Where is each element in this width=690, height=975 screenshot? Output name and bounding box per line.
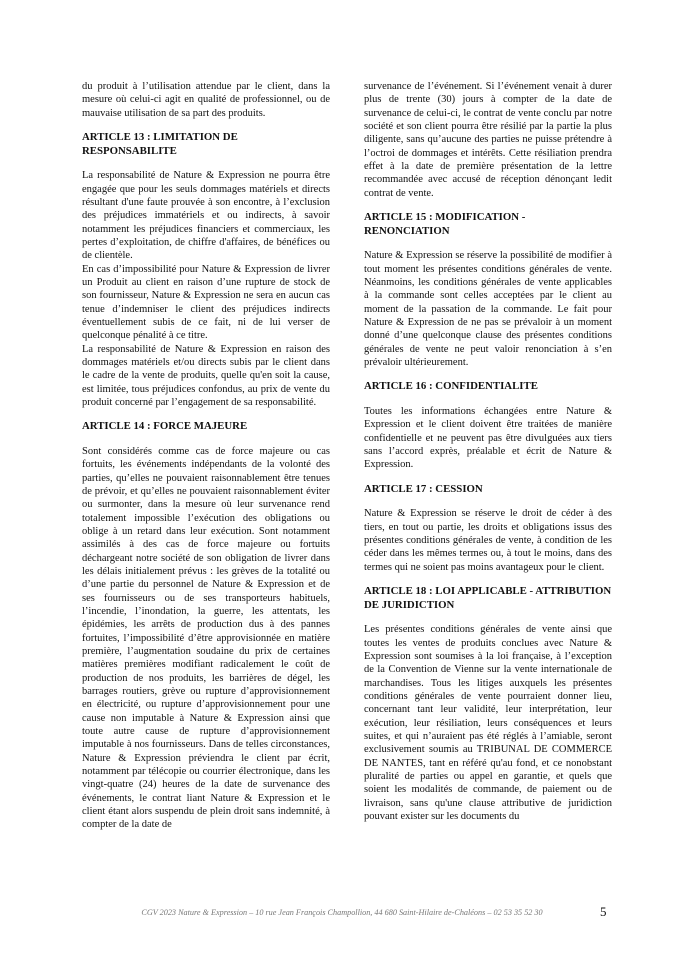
left-column	[82, 80, 330, 832]
article-13-heading: ARTICLE 13 : LIMITATION DE RESPONSABILITE	[82, 130, 238, 157]
paragraph: survenance de l’événement. Si l’événement venait à durer plus de trente (30) jours à compter de la date de survenance de celui-ci, le contrat de vente conclu par notre société et son client pourra être résilié par la partie la plus diligente, sans qu’aucune des parties ne puisse prétendre à l’octroi de dommages et intérêts. Cette résiliation prendra effet à la date de première présentation de la lettre recommandée avec accusé de réception dénonçant ledit contrat de vente.	[364, 81, 612, 199]
article-18-heading: ARTICLE 18 : LOI APPLICABLE - ATTRIBUTION DE JURIDICTION	[364, 585, 612, 611]
right-column	[364, 80, 612, 823]
paragraph: Toutes les informations échangées entre Nature & Expression et le client doivent être traitées de manière confidentielle et ne peuvent pas être divulguées aux tiers sans l’accord exprès, préalable et écrit de Nature & Expression.	[364, 406, 612, 471]
paragraph: En cas d’impossibilité pour Nature & Expression de livrer un Produit au client en raison d’une rupture de stock de son fournisseur, Nature & Expression ne sera en aucun cas tenue d’indemniser le client des préjudices indirects éventuellement subis de ce fait, ni de lui verser de quelconque pénalité à ce titre.	[82, 263, 330, 342]
article-14-heading: ARTICLE 14 : FORCE MAJEURE	[82, 420, 248, 433]
paragraph: du produit à l’utilisation attendue par le client, dans la mesure où celui-ci agit en qualité de professionnel, ou de mauvaise utilisation de sa part des produits.	[82, 81, 330, 119]
paragraph: Nature & Expression se réserve le droit de céder à des tiers, en tout ou partie, les droits et obligations issus des présentes conditions générales de vente, à condition de les céder dans les mêmes termes ou, à tout le moins, dans des termes qui ne soient pas moins avantageux pour le client.	[364, 508, 612, 573]
page-footer: CGV 2023 Nature & Expression – 10 rue Jean François Champollion, 44 680 Saint-Hilaire de-Chaléons – 02 53 35 52 30	[141, 908, 543, 917]
paragraph: Les présentes conditions générales de vente ainsi que toutes les ventes de produits conclues avec Nature & Expression sont soumises à la loi française, à l’exception de la Convention de Vienne sur la vente internationale de marchandises. Tous les litiges auxquels les présentes conditions générales de vente pourraient donner lieu, concernant tant leur validité, leur interprétation, leur exécution, leur résiliation, leurs conséquences et leurs suites, et qui n’auraient pas été réglés à l’amiable, seront exclusivement soumis au TRIBUNAL DE COMMERCE DE NANTES, tant en référé qu'au fond, et ce nonobstant pluralité de parties ou appel en garantie, et quels que soient les modalités de commande, de paiement ou de livraison, sans qu'une clause attributive de juridiction pouvant exister sur les documents du	[364, 624, 612, 822]
page-number: 5	[600, 904, 607, 919]
article-16-heading: ARTICLE 16 : CONFIDENTIALITE	[364, 380, 538, 393]
paragraph: Sont considérés comme cas de force majeure ou cas fortuits, les événements indépendants de la volonté des parties, qu’elles ne pouvaient raisonnablement être tenues de prévoir, et qu’elles ne pouvaient raisonnablement éviter ou surmonter, dans la mesure où leur survenance rend totalement impossible l’exécution des obligations ou oblige à un retard dans leur exécution. Sont notamment assimilés à des cas de force majeure ou fortuits déchargeant notre société de son obligation de livrer dans les délais initialement prévus : les grèves de la totalité ou d’une partie du personnel de Nature & Expression et de ses fournisseurs ou de ses transporteurs habituels, l’incendie, l’inondation, la guerre, les attentats, les épidémies, les arrêts de production dus à des pannes fortuites, l’impossibilité d’être approvisionnée en matière première, l’augmentation soudaine du prix de certaines matières premières modifiant radicalement le coût de production de nos produits, les barrières de dégel, les barrages routiers, grève ou rupture d’approvisionnement en électricité, ou rupture d’approvisionnement pour une cause non imputable à Nature & Expression ainsi que toute autre cause de rupture d’approvisionnement imputable à nos fournisseurs. Dans de telles circonstances, Nature & Expression préviendra le client par écrit, notamment par télécopie ou courrier électronique, dans les vingt-quatre (24) heures de la date de survenance des événements, le contrat liant Nature & Expression et le client étant alors suspendu de plein droit sans indemnité, à compter de la date de	[82, 446, 330, 831]
paragraph: La responsabilité de Nature & Expression en raison des dommages matériels et/ou directs subis par le client dans le cadre de la vente de produits, quelle qu'en soit la cause, est limitée, tous préjudices confondus, au prix de vente du produit concerné par l’engagement de sa responsabilité.	[82, 343, 330, 408]
article-17-heading: ARTICLE 17 : CESSION	[364, 482, 483, 495]
paragraph: Nature & Expression se réserve la possibilité de modifier à tout moment les présentes conditions générales de vente. Néanmoins, les conditions générales de vente applicables à la commande sont celles acceptées par le client au moment de la passation de la commande. Le fait pour Nature & Expression de ne pas se prévaloir à un moment donné d’une quelconque clause des présentes conditions générales de vente ne peut valoir renonciation à s’en prévaloir ultérieurement.	[364, 250, 612, 368]
article-15-heading: ARTICLE 15 : MODIFICATION - RENONCIATION	[364, 210, 526, 237]
paragraph: La responsabilité de Nature & Expression ne pourra être engagée que pour les seuls dommages matériels et directs résultant d'une faute prouvée à son encontre, à l’exclusion des préjudices immatériels et ou indirects, à savoir notamment les préjudices financiers et commerciaux, les pertes d’exploitation, de chiffre d'affaires, de bénéfices ou de clientèle.	[82, 170, 330, 262]
